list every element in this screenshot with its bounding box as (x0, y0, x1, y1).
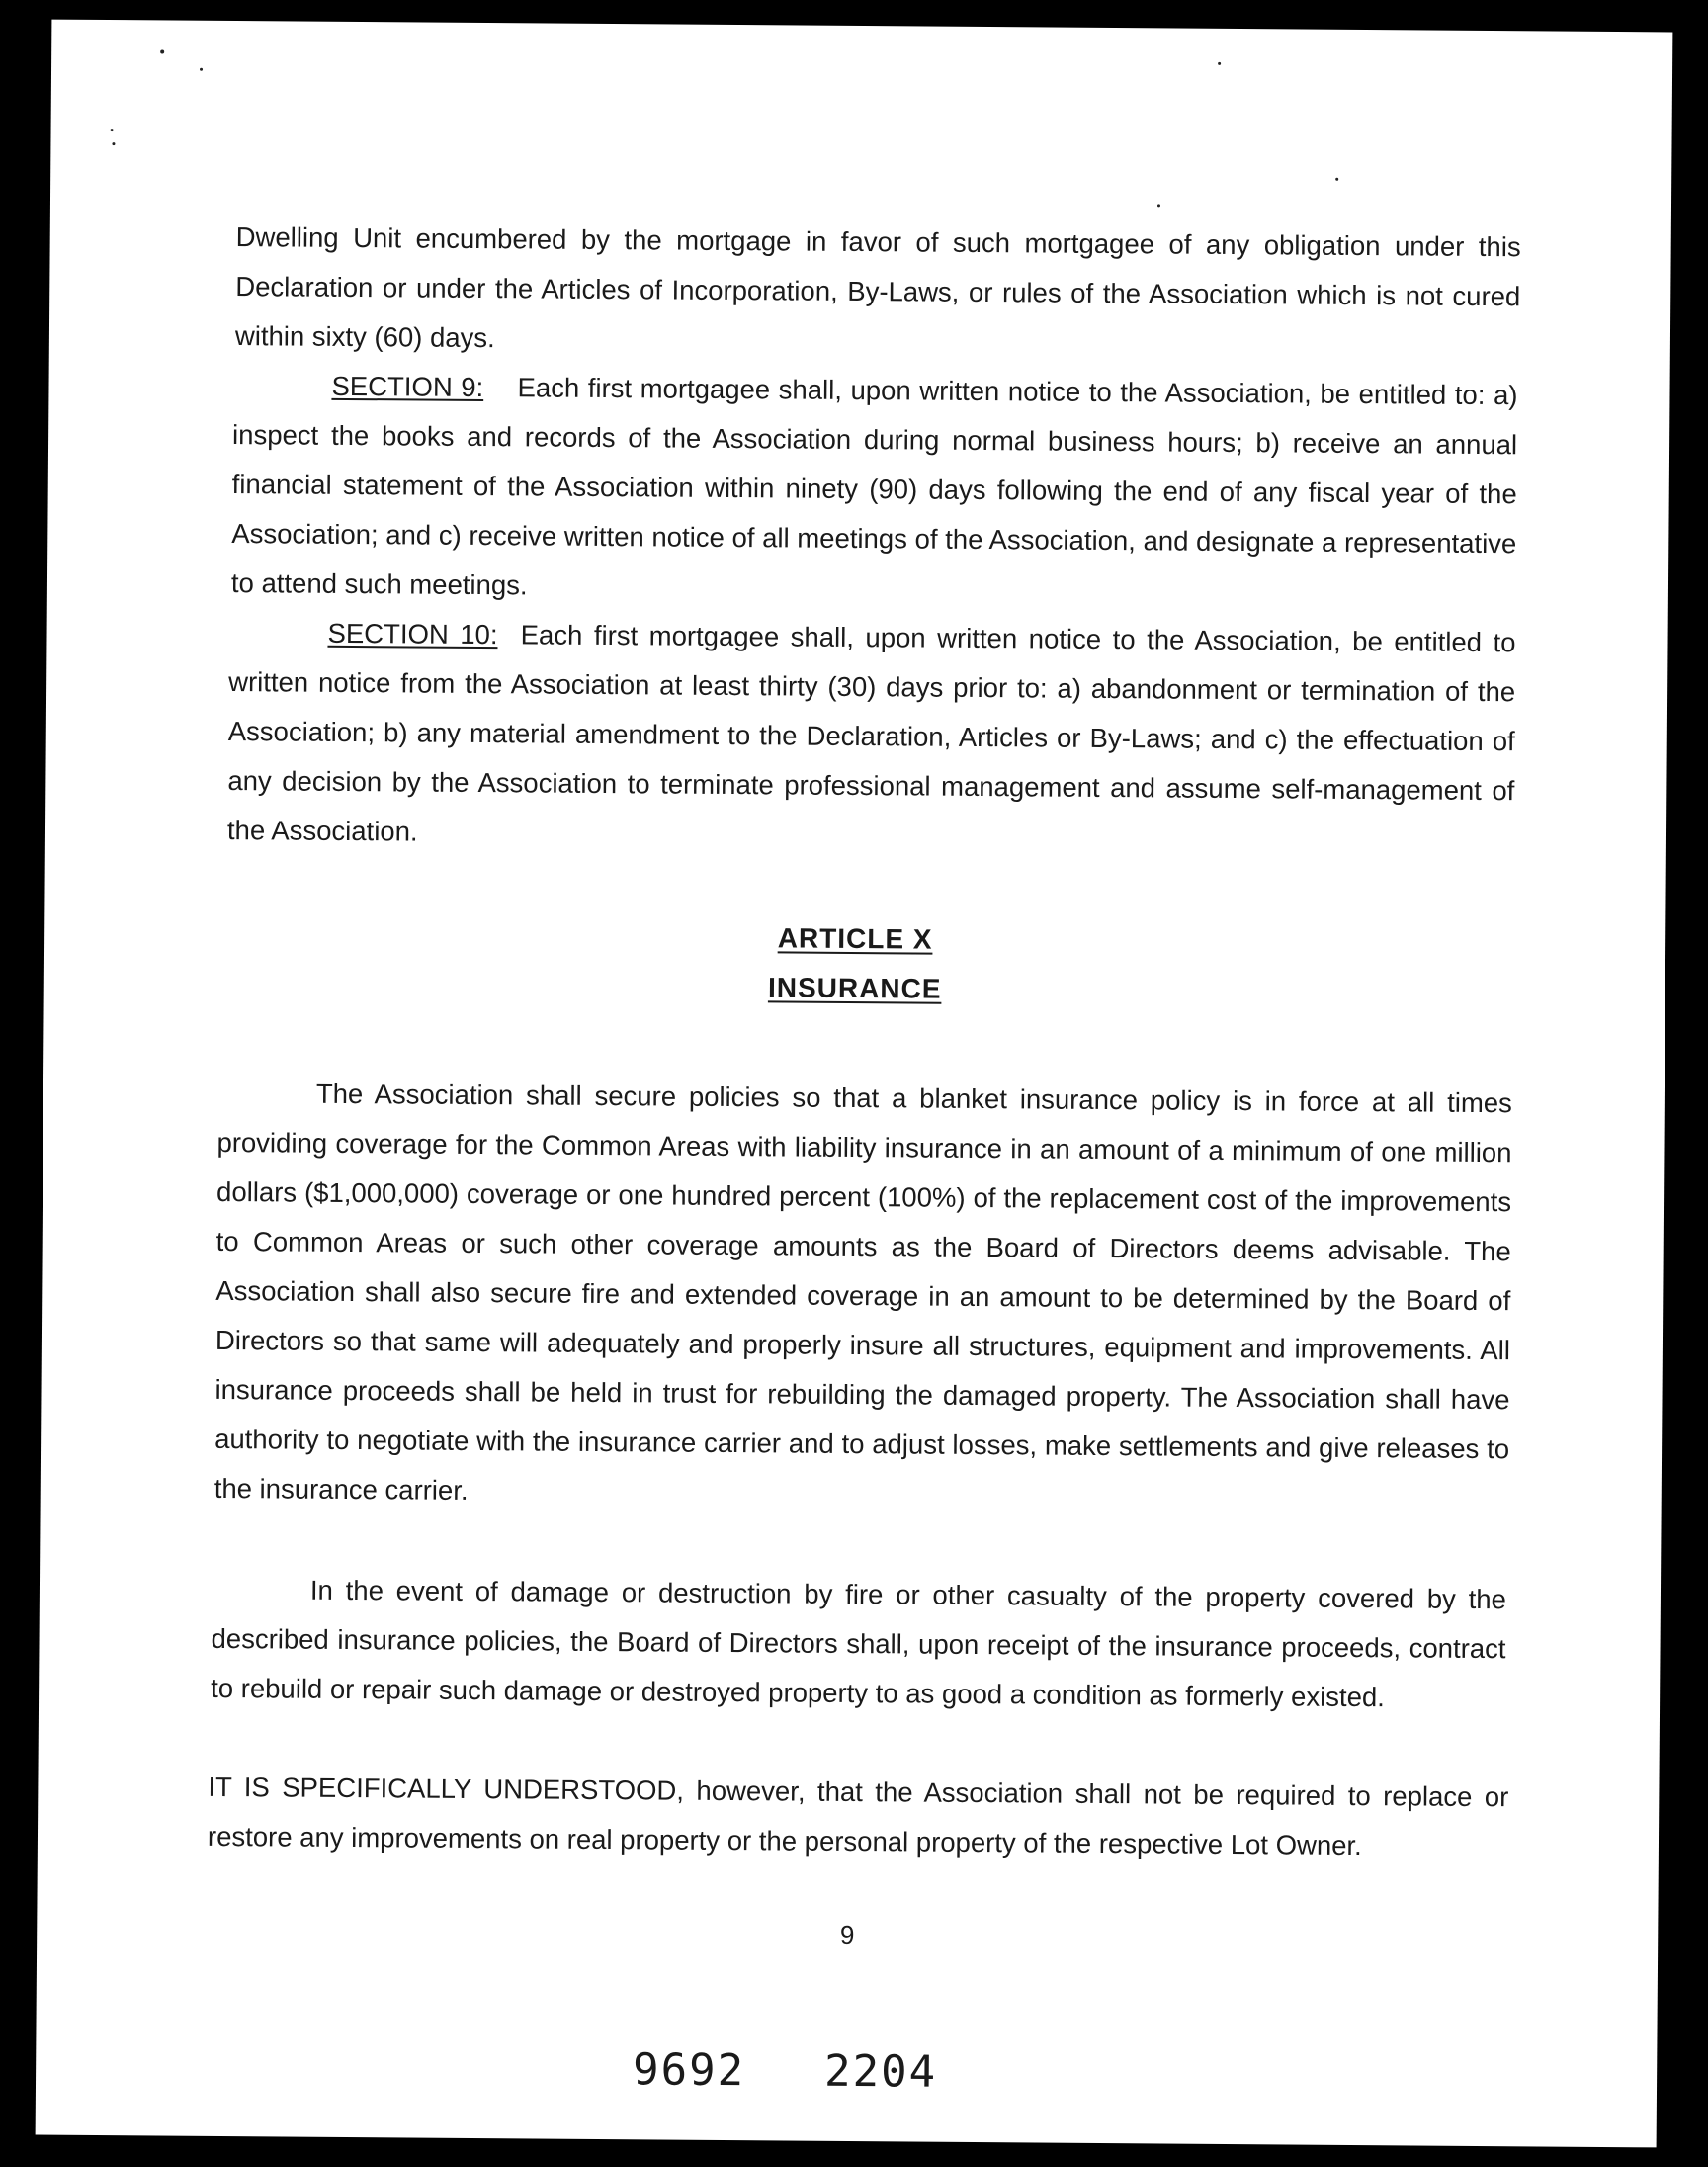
record-stamp-book: 9692 (632, 2044, 746, 2097)
paragraph-indent (232, 394, 331, 395)
insurance-paragraph-2-text: In the event of damage or destruction by fire or other casualty of the property covered by the described insurance policies, the Board of Directors shall, upon receipt of the insurance proceeds, contract to rebuild or repair such damage or destroyed property to as good a condition as formerly existed. (211, 1574, 1507, 1713)
record-stamp-page: 2204 (823, 2045, 938, 2098)
article-title-heading: INSURANCE (767, 972, 942, 1004)
section-10-text: Each first mortgagee shall, upon written notice to the Association, be entitled to written notice from the Association at least thirty (30) days prior to: a) abandonment or termination of the Association; b) any material amendment to the Declaration, Articles or By-Laws; and c) the effectuation of any decision by the Association to terminate professional management and assume self-management of the Association. (226, 619, 1516, 847)
paragraph-indent (212, 1599, 310, 1600)
section-9-label: SECTION 9: (331, 370, 484, 403)
scan-speck (1157, 204, 1160, 207)
insurance-paragraph-1-text: The Association shall secure policies so that a blanket insurance policy is in force at all times providing coverage for the Common Areas with liability insurance in an amount of a minimum of one million dollars ($1,000,000) coverage or one hundred percent (100%) of the replacement cost of the improvements to Common Areas or such other coverage amounts as the Board of Directors deems advisable. The Association shall also secure fire and extended coverage in an amount to be determined by the Board of Directors so that same will adequately and properly insure all structures, equipment and improvements. All insurance proceeds shall be held in trust for rebuilding the damaged property. The Association shall have authority to negotiate with the insurance carrier and to adjust losses, make settlements and give releases to the insurance carrier. (214, 1078, 1512, 1506)
scan-speck (112, 142, 115, 145)
scan-speck (111, 129, 114, 131)
section-10-label: SECTION 10: (327, 617, 498, 650)
document-page (36, 20, 1673, 2148)
scan-speck (160, 49, 164, 53)
scan-speck (1218, 62, 1221, 65)
scan-speck (1335, 178, 1338, 181)
insurance-paragraph-1 (214, 1069, 1512, 1523)
article-number-heading: ARTICLE X (777, 922, 933, 955)
page-number: 9 (839, 1919, 855, 1950)
section-9-paragraph (231, 361, 1518, 618)
opening-paragraph: Dwelling Unit encumbered by the mortgage in favor of such mortgagee of any obligation under this Declaration or under the Articles of Incorporation, By-Laws, or rules of the Association which is not cured within sixty (60) days. (234, 221, 1521, 354)
insurance-paragraph-3: IT IS SPECIFICALLY UNDERSTOOD, however, that the Association shall not be required to replace or restore any improvements on real property or the personal property of the respective Lot Owner. (207, 1771, 1509, 1862)
paragraph-indent (217, 1102, 316, 1103)
section-10-paragraph (227, 608, 1516, 865)
insurance-paragraph-2 (211, 1565, 1506, 1723)
paragraph-indent (228, 642, 327, 643)
scan-speck (200, 68, 203, 71)
section-9-text: Each first mortgagee shall, upon written notice to the Association, be entitled to: a) inspect the books and records of the Association during normal business hours; b) receive an annual financial statement of the Association within ninety (90) days following the end of any fiscal year of the Association; and c) receive written notice of all meetings of the Association, and designate a representative to attend such meetings. (230, 372, 1518, 601)
